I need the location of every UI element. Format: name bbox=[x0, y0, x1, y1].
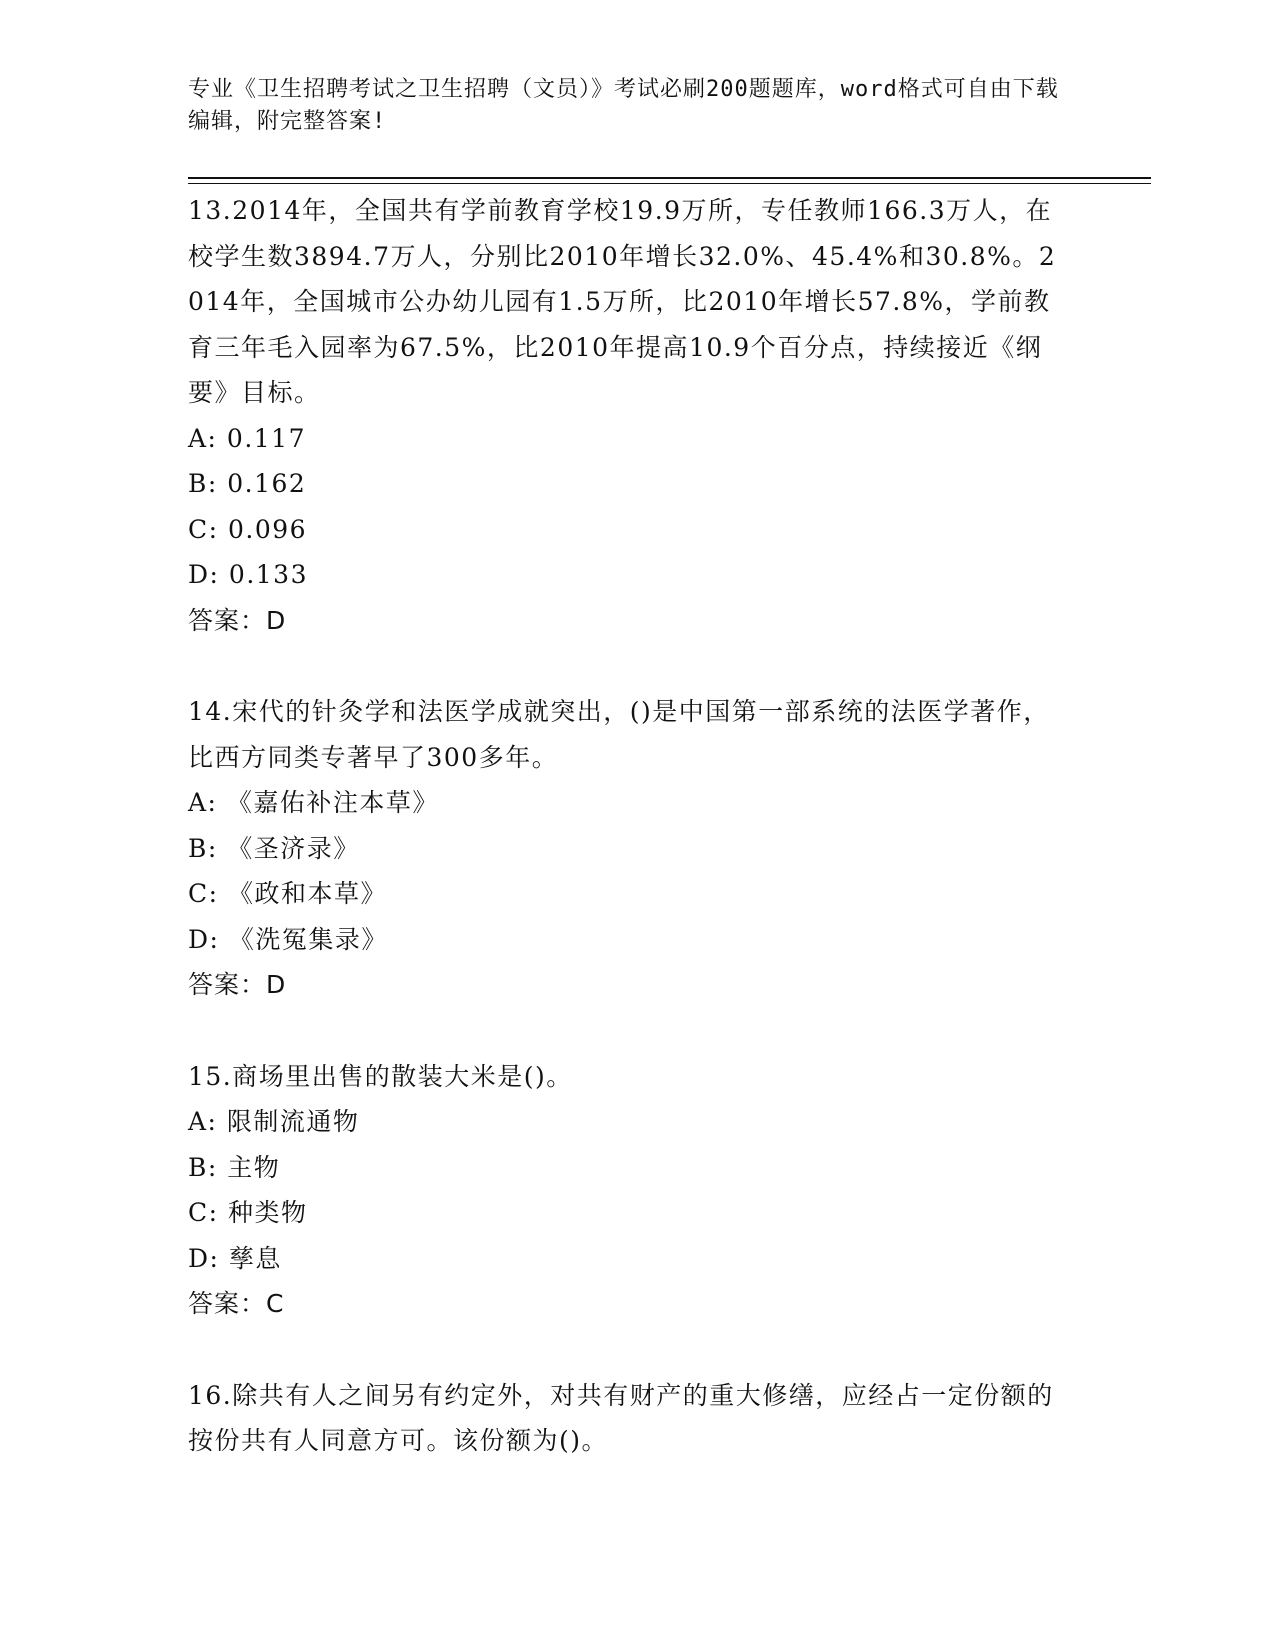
option-b: B: 《圣济录》 bbox=[188, 833, 360, 863]
question-text: 13.2014年，全国共有学前教育学校19.9万所，专任教师166.3万人，在校学生数3894.7万人，分别比2010年增长32.0%、45.4%和30.8%。2014年，全国城市公办幼儿园有1.5万所，比2010年增长57.8%，学前教育三年毛入园率为67.5%，比2010年提高10.9个百分点，持续接近《纲要》目标。 bbox=[188, 196, 1057, 407]
option-c: C: 《政和本草》 bbox=[188, 879, 387, 908]
option-c: C: 0.096 bbox=[188, 514, 308, 544]
spacer bbox=[188, 1327, 1068, 1373]
answer: 答案：D bbox=[188, 970, 287, 999]
question-15 bbox=[188, 1054, 1068, 1327]
option-c: C: 种类物 bbox=[188, 1198, 308, 1227]
option-d: D: 0.133 bbox=[188, 560, 308, 589]
option-a: A: 限制流通物 bbox=[188, 1107, 360, 1136]
question-list bbox=[188, 188, 1068, 1464]
answer: 答案：C bbox=[188, 1289, 285, 1318]
option-b: B: 0.162 bbox=[188, 469, 307, 498]
question-16 bbox=[188, 1373, 1068, 1464]
option-b: B: 主物 bbox=[188, 1152, 281, 1182]
header-rule-bottom bbox=[188, 183, 1151, 184]
spacer bbox=[188, 1008, 1068, 1054]
spacer bbox=[188, 643, 1068, 689]
question-text: 15.商场里出售的散装大米是()。 bbox=[188, 1061, 573, 1091]
document-header: 专业《卫生招聘考试之卫生招聘（文员）》考试必刷200题题库，word格式可自由下载编辑，附完整答案! bbox=[188, 77, 1059, 134]
header-rule-top bbox=[188, 177, 1151, 179]
answer: 答案：D bbox=[188, 605, 287, 635]
option-d: D: 《洗冤集录》 bbox=[188, 924, 388, 954]
option-d: D: 孳息 bbox=[188, 1243, 282, 1273]
question-14 bbox=[188, 689, 1068, 1008]
question-13 bbox=[188, 188, 1068, 643]
question-text: 16.除共有人之间另有约定外，对共有财产的重大修缮，应经占一定份额的按份共有人同意方可。该份额为()。 bbox=[188, 1380, 1054, 1455]
option-a: A: 《嘉佑补注本草》 bbox=[188, 788, 439, 817]
question-text: 14.宋代的针灸学和法医学成就突出，()是中国第一部系统的法医学著作，比西方同类专著早了300多年。 bbox=[188, 697, 1050, 772]
option-a: A: 0.117 bbox=[188, 423, 306, 453]
